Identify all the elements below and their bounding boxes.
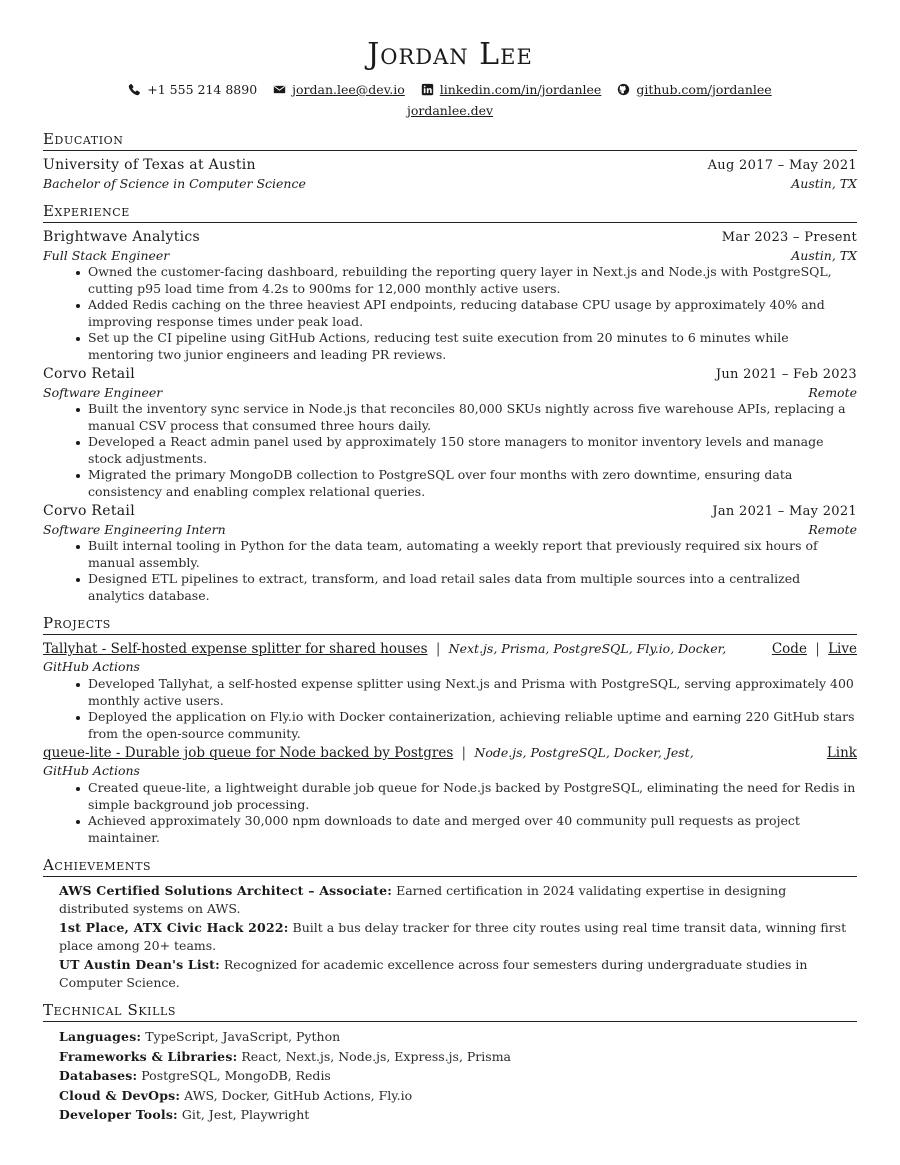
skill-row	[59, 1066, 857, 1086]
skill-label: Languages:	[59, 1029, 142, 1044]
job-date: Mar 2023 – Present	[721, 230, 857, 245]
contact-row	[43, 80, 857, 101]
bullet-list	[43, 264, 857, 363]
education-section	[43, 130, 857, 192]
bullet-list	[43, 780, 857, 846]
bullet-list	[43, 538, 857, 604]
achievement-text: Built a bus delay tracker for three city routes using real time transit data, winning first place among 20+ teams.	[59, 920, 847, 953]
live-link[interactable]: Live	[828, 641, 857, 657]
skill-value: React, Next.js, Node.js, Express.js, Prisma	[237, 1048, 511, 1064]
project-entry	[43, 744, 857, 846]
bullet-item: Deployed the application on Fly.io with Docker containerization, achieving reliable uptime and earning 220 GitHub stars from the open-source community.	[88, 709, 857, 742]
job-location: Remote	[808, 522, 857, 537]
bullet-list	[43, 401, 857, 500]
project-entry	[43, 640, 857, 742]
achievements-list	[43, 882, 857, 991]
experience-entry	[43, 228, 857, 363]
education-entry	[43, 156, 857, 192]
skill-value: PostgreSQL, MongoDB, Redis	[137, 1068, 331, 1083]
bullet-item: Designed ETL pipelines to extract, transform, and load retail sales data from multiple sources into a centralized analytics database.	[88, 571, 857, 604]
bullet-list	[43, 676, 857, 742]
project-title[interactable]: queue-lite - Durable job queue for Node backed by Postgres	[43, 745, 454, 761]
job-role: Full Stack Engineer	[43, 248, 170, 263]
skills-list	[43, 1027, 857, 1125]
achievement-item	[59, 919, 857, 954]
education-heading: Education	[43, 130, 857, 151]
education-date: Aug 2017 – May 2021	[707, 158, 857, 173]
skill-value: Git, Jest, Playwright	[177, 1107, 310, 1122]
bullet-item: Developed a React admin panel used by approximately 150 store managers to monitor inventory levels and manage stock adjustments.	[88, 434, 857, 467]
project-title[interactable]: Tallyhat - Self-hosted expense splitter for shared houses	[43, 641, 428, 657]
achievement-label: 1st Place, ATX Civic Hack 2022:	[59, 920, 289, 935]
link-separator: |	[815, 641, 820, 657]
skill-label: Cloud & DevOps:	[59, 1087, 181, 1103]
contact-email[interactable]	[273, 80, 405, 99]
skill-row	[59, 1086, 857, 1106]
degree: Bachelor of Science in Computer Science	[43, 176, 306, 191]
projects-section	[43, 614, 857, 846]
skill-value: AWS, Docker, GitHub Actions, Fly.io	[180, 1087, 413, 1103]
bullet-item: Set up the CI pipeline using GitHub Actions, reducing test suite execution from 20 minutes to 6 minutes while mentoring two junior engineers and leading PR reviews.	[88, 330, 857, 363]
github-link[interactable]: github.com/jordanlee	[636, 82, 772, 97]
achievement-text: Recognized for academic excellence across four semesters during undergraduate studies in Computer Science.	[59, 957, 808, 990]
skill-label: Databases:	[59, 1068, 138, 1083]
code-link[interactable]: Code	[771, 641, 807, 657]
contact-github[interactable]	[617, 80, 771, 99]
company-name: Corvo Retail	[43, 503, 135, 519]
candidate-name: Jordan Lee	[367, 37, 533, 72]
skill-row	[59, 1027, 857, 1047]
skill-label: Developer Tools:	[59, 1107, 178, 1122]
company-name: Brightwave Analytics	[43, 229, 201, 245]
job-date: Jan 2021 – May 2021	[712, 504, 857, 519]
skill-row	[59, 1105, 857, 1125]
bullet-item: Built the inventory sync service in Node.js that reconciles 80,000 SKUs nightly across five warehouse APIs, replacing a manual CSV process that consumed three hours daily.	[88, 401, 857, 434]
achievement-text: Earned certification in 2024 validating expertise in designing distributed systems on AWS.	[59, 883, 787, 916]
achievements-heading: Achievements	[43, 856, 857, 877]
skill-value: TypeScript, JavaScript, Python	[141, 1029, 341, 1044]
bullet-item: Added Redis caching on the three heaviest API endpoints, reducing database CPU usage by approximately 40% and improving response times under peak load.	[88, 297, 857, 330]
linkedin-link[interactable]: linkedin.com/in/jordanlee	[439, 82, 602, 97]
contact-phone[interactable]	[128, 80, 257, 99]
bullet-item: Owned the customer-facing dashboard, rebuilding the reporting query layer in Next.js and Node.js with PostgreSQL, cutting p95 load time from 4.2s to 900ms for 12,000 monthly active users.	[88, 264, 857, 297]
separator: |	[435, 641, 441, 657]
projects-heading: Projects	[43, 614, 857, 635]
bullet-item: Achieved approximately 30,000 npm downloads to date and merged over 40 community pull requests as project maintainer.	[88, 813, 857, 846]
skill-label: Frameworks & Libraries:	[59, 1048, 238, 1064]
skills-heading: Technical Skills	[43, 1001, 857, 1022]
bullet-item: Migrated the primary MongoDB collection to PostgreSQL over four months with zero downtime, ensuring data consistency and enabling complex relational queries.	[88, 467, 857, 500]
achievements-section	[43, 856, 857, 991]
project-link[interactable]: Link	[826, 745, 857, 761]
email-link[interactable]: jordan.lee@dev.io	[292, 82, 405, 97]
contact-linkedin[interactable]	[421, 80, 602, 99]
achievement-item	[59, 882, 857, 917]
skills-section	[43, 1001, 857, 1125]
bullet-item: Developed Tallyhat, a self-hosted expense splitter using Next.js and Prisma with PostgreSQL, serving approximately 400 monthly active users.	[88, 676, 857, 709]
website-link[interactable]: jordanlee.dev	[406, 103, 494, 118]
experience-entry	[43, 365, 857, 500]
experience-section	[43, 202, 857, 604]
school-name: University of Texas at Austin	[43, 157, 256, 173]
contact-row-2	[43, 101, 857, 120]
achievement-label: AWS Certified Solutions Architect – Associate:	[59, 883, 393, 898]
skill-row	[59, 1047, 857, 1067]
project-tech: Next.js, Prisma, PostgreSQL, Fly.io, Docker, GitHub Actions	[43, 641, 727, 674]
phone-icon	[128, 83, 141, 96]
job-role: Software Engineer	[43, 385, 163, 400]
achievement-item	[59, 956, 857, 991]
job-location: Austin, TX	[791, 248, 857, 263]
separator: |	[461, 745, 467, 761]
email-icon	[273, 83, 286, 96]
achievement-label: UT Austin Dean's List:	[59, 957, 220, 972]
experience-heading: Experience	[43, 202, 857, 223]
job-location: Remote	[808, 385, 857, 400]
project-tech: Node.js, PostgreSQL, Docker, Jest, GitHub Actions	[43, 745, 694, 778]
linkedin-icon	[421, 83, 434, 96]
company-name: Corvo Retail	[43, 366, 135, 382]
phone-number: +1 555 214 8890	[147, 82, 258, 97]
experience-entry	[43, 502, 857, 604]
job-date: Jun 2021 – Feb 2023	[715, 367, 857, 382]
bullet-item: Created queue-lite, a lightweight durable job queue for Node.js backed by PostgreSQL, eliminating the need for Redis in simple background job processing.	[88, 780, 856, 812]
education-location: Austin, TX	[791, 176, 857, 191]
bullet-item: Built internal tooling in Python for the data team, automating a weekly report that previously required six hours of manual assembly.	[88, 538, 857, 571]
job-role: Software Engineering Intern	[43, 522, 226, 537]
github-icon	[617, 83, 630, 96]
